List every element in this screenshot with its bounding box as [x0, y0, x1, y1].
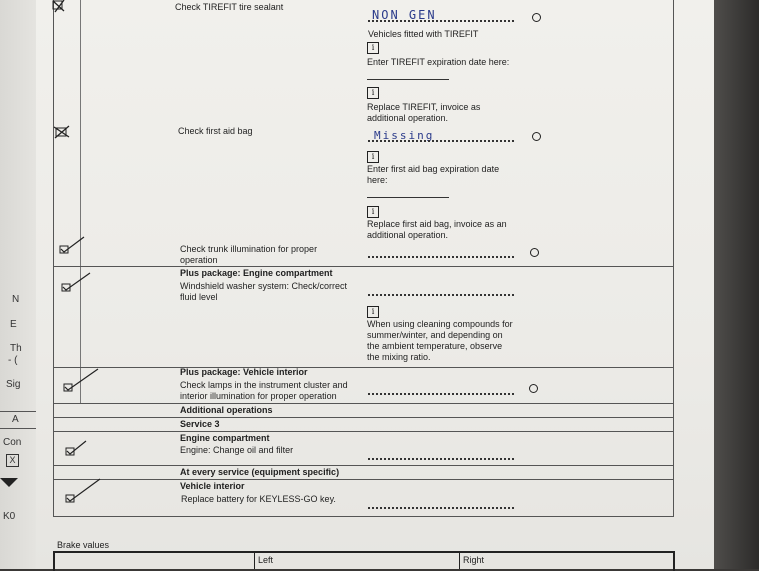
trunk-entry-line	[368, 256, 514, 258]
checklist-sheet	[36, 0, 714, 569]
battery-label: Replace battery for KEYLESS-GO key.	[181, 494, 336, 504]
tirefit-status-circle	[532, 13, 541, 22]
plus-engine-label: Windshield washer system: Check/correct fluid level	[180, 281, 348, 302]
trunk-label: Check trunk illumination for proper operation	[180, 244, 318, 265]
first-aid-entry-line	[368, 140, 514, 142]
first-aid-status-circle	[532, 132, 541, 141]
check-column-divider	[80, 0, 81, 403]
margin-fragment: A	[12, 414, 19, 425]
plus-interior-entry-line	[368, 393, 514, 395]
margin-rule	[0, 428, 40, 429]
row-divider	[53, 465, 674, 466]
tirefit-handwritten-note: NON GEN	[372, 8, 437, 22]
table-border-right	[673, 0, 674, 516]
table-border-left	[53, 0, 54, 516]
every-service-header: At every service (equipment specific)	[180, 467, 340, 477]
plus-engine-info-text: When using cleaning compounds for summer/winter, and depending on the ambient temperature, observe the mixing ratio.	[367, 319, 513, 362]
tirefit-replace-text: Replace TIREFIT, invoice as additional operation.	[367, 102, 481, 123]
checkbox-checked-icon[interactable]	[58, 272, 92, 301]
checkbox-checked-icon[interactable]	[64, 440, 88, 463]
service-3-header: Service 3	[180, 419, 220, 429]
margin-fragment-checkbox: X	[6, 454, 19, 467]
row-divider	[53, 266, 674, 267]
checkbox-checked-icon[interactable]	[62, 368, 100, 401]
first-aid-date-field[interactable]	[367, 197, 449, 198]
plus-engine-header: Plus package: Engine compartment	[180, 268, 333, 278]
info-icon: i	[367, 42, 379, 54]
info-icon: i	[367, 306, 379, 318]
first-aid-handwritten-note: Missing	[374, 129, 435, 142]
tirefit-entry-line	[368, 20, 514, 22]
brake-values-table	[53, 551, 675, 571]
trunk-status-circle	[530, 248, 539, 257]
engine-oil-entry-line	[368, 458, 514, 460]
brake-values-title: Brake values	[57, 540, 110, 550]
info-icon: i	[367, 151, 379, 163]
info-icon: i	[367, 206, 379, 218]
additional-operations-header: Additional operations	[180, 405, 273, 415]
margin-fragment: - (	[8, 355, 18, 366]
tirefit-label: Check TIREFIT tire sealant	[175, 2, 284, 12]
checkbox-struck-icon[interactable]	[53, 125, 73, 144]
plus-interior-label: Check lamps in the instrument cluster and interior illumination for proper operation	[180, 380, 348, 401]
checkbox-struck-icon[interactable]	[52, 0, 66, 19]
engine-oil-label: Engine: Change oil and filter	[180, 445, 294, 455]
battery-entry-line	[368, 507, 514, 509]
first-aid-enter-date-text: Enter first aid bag expiration date here:	[367, 164, 500, 185]
plus-interior-status-circle	[529, 384, 538, 393]
row-divider	[53, 417, 674, 418]
row-divider	[53, 403, 674, 404]
info-icon: i	[367, 87, 379, 99]
first-aid-label: Check first aid bag	[178, 126, 253, 136]
tirefit-date-field[interactable]	[367, 79, 449, 80]
plus-engine-entry-line	[368, 294, 514, 296]
brake-left-header: Left	[258, 555, 274, 565]
first-aid-replace-text: Replace first aid bag, invoice as an additional operation.	[367, 219, 507, 240]
margin-fragment: Con	[3, 437, 22, 448]
margin-fragment: Th	[10, 343, 22, 354]
tirefit-enter-date-text: Enter TIREFIT expiration date here:	[367, 57, 510, 67]
table-border-bottom	[53, 516, 674, 517]
row-divider	[53, 367, 674, 368]
margin-fragment: N	[12, 294, 20, 305]
checkbox-checked-icon[interactable]	[58, 236, 86, 261]
checkbox-checked-icon[interactable]	[64, 478, 102, 511]
plus-interior-header: Plus package: Vehicle interior	[180, 367, 308, 377]
vehicle-interior-header: Vehicle interior	[180, 481, 245, 491]
brake-column-divider	[459, 553, 460, 569]
brake-right-header: Right	[463, 555, 485, 565]
margin-fragment: Sig	[6, 379, 21, 390]
margin-fragment: E	[10, 319, 17, 330]
brake-column-divider	[254, 553, 255, 569]
margin-rule	[0, 411, 40, 412]
row-divider	[53, 479, 674, 480]
tirefit-note: Vehicles fitted with TIREFIT	[368, 29, 479, 39]
margin-fragment: K0	[3, 511, 16, 522]
engine-compartment-header: Engine compartment	[180, 433, 270, 443]
row-divider	[53, 431, 674, 432]
margin-arrow-icon	[0, 478, 18, 487]
